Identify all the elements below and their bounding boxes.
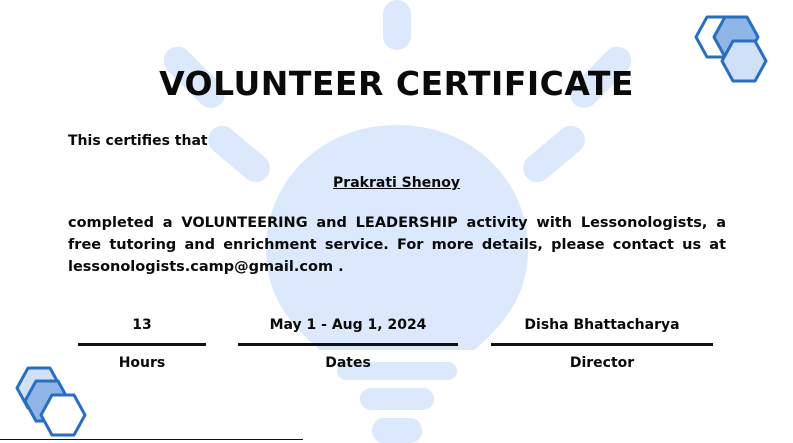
director-label: Director [569,355,635,371]
certificate-body: completed a VOLUNTEERING and LEADERSHIP activity with Lessonologists, a free tutoring and enrichment service. For more details, please contact us at lessonologists.camp@gmail.com . [68,215,726,275]
certifies-text: This certifies that [68,133,208,149]
dates-value: May 1 - Aug 1, 2024 [269,317,427,333]
dates-label: Dates [325,355,371,371]
director-value: Disha Bhattacharya [524,317,680,333]
recipient-name: Prakrati Shenoy [333,175,460,191]
hours-rule [78,343,206,346]
director-rule [491,343,713,346]
dates-rule [238,343,458,346]
certificate-title: VOLUNTEER CERTIFICATE [159,64,634,103]
hours-label: Hours [118,355,166,371]
hexagon-cluster-icon [12,365,100,440]
hours-value: 13 [132,317,152,333]
footer-divider [0,439,303,440]
